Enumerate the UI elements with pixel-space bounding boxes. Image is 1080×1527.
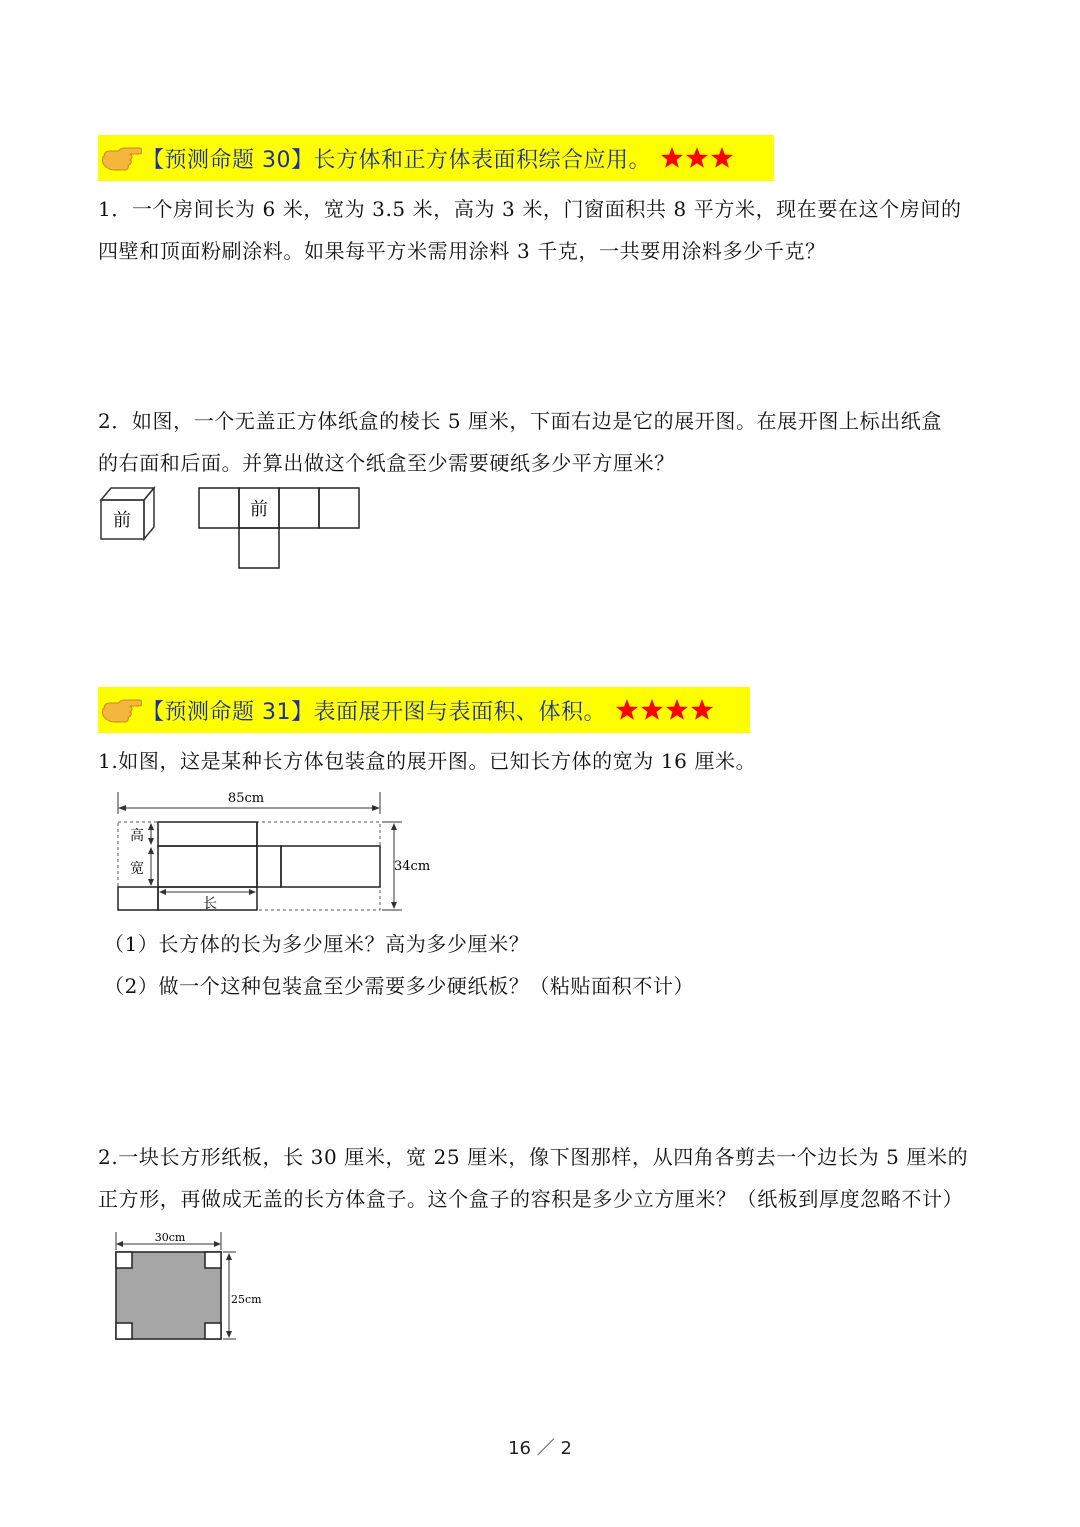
cube-net-figure (196, 485, 366, 571)
height-label: 高 (130, 828, 144, 844)
section-31-heading (98, 687, 750, 733)
question-text-line: 的右面和后面。并算出做这个纸盒至少需要硬纸多少平方厘米？ (98, 451, 675, 475)
star-icon (640, 698, 664, 722)
open-cube-figure (98, 482, 160, 542)
dimension-30cm-label: 30cm (154, 1231, 186, 1244)
length-label: 长 (203, 896, 217, 912)
dimension-34cm-label: 34cm (394, 859, 431, 874)
box-net-figure (112, 788, 442, 916)
question-text-line: 1.如图，这是某种长方体包装盒的展开图。已知长方体的宽为 16 厘米。 (98, 749, 757, 773)
star-icon (685, 146, 709, 170)
pointing-hand-icon (102, 695, 142, 725)
question-31-1 (98, 740, 756, 782)
rating-stars (614, 698, 714, 722)
net-front-label: 前 (250, 499, 268, 520)
question-text-line: 四壁和顶面粉刷涂料。如果每平方米需用涂料 3 千克，一共要用涂料多少千克？ (98, 239, 826, 263)
question-text-line: 正方形，再做成无盖的长方体盒子。这个盒子的容积是多少立方厘米？（纸板到厚度忽略不计） (98, 1187, 964, 1211)
star-icon (710, 146, 734, 170)
subquestion-2: （2）做一个这种包装盒至少需要多少硬纸板？（粘贴面积不计） (104, 974, 695, 998)
cardboard-figure (110, 1228, 270, 1344)
rating-stars (659, 146, 734, 170)
star-icon (615, 698, 639, 722)
question-31-2 (98, 1136, 968, 1220)
section-30-heading (98, 135, 774, 181)
pointing-hand-icon (102, 143, 142, 173)
width-label: 宽 (130, 861, 144, 877)
dimension-25cm-label: 25cm (231, 1293, 262, 1306)
question-text-line: 1．一个房间长为 6 米，宽为 3.5 米，高为 3 米，门窗面积共 8 平方米，现在要在这个房间的 (98, 197, 962, 221)
dimension-85cm-label: 85cm (227, 791, 265, 806)
question-30-1 (98, 188, 962, 272)
question-text-line: 2.一块长方形纸板，长 30 厘米，宽 25 厘米，像下图那样，从四角各剪去一个边长为 5 厘米的 (98, 1145, 969, 1169)
section-31-title: 【预测命题 31】表面展开图与表面积、体积。 (142, 699, 606, 725)
page-number: 16 ／ 2 (508, 1438, 572, 1459)
section-30-title: 【预测命题 30】长方体和正方体表面积综合应用。 (142, 147, 651, 173)
star-icon (660, 146, 684, 170)
question-text-line: 2．如图，一个无盖正方体纸盒的棱长 5 厘米，下面右边是它的展开图。在展开图上标出纸盒 (98, 409, 942, 433)
question-30-2 (98, 400, 942, 484)
subquestion-1: （1）长方体的长为多少厘米？高为多少厘米？ (104, 932, 530, 956)
star-icon (690, 698, 714, 722)
question-31-1-subquestions (104, 923, 694, 1007)
star-icon (665, 698, 689, 722)
cube-front-label: 前 (113, 510, 131, 531)
